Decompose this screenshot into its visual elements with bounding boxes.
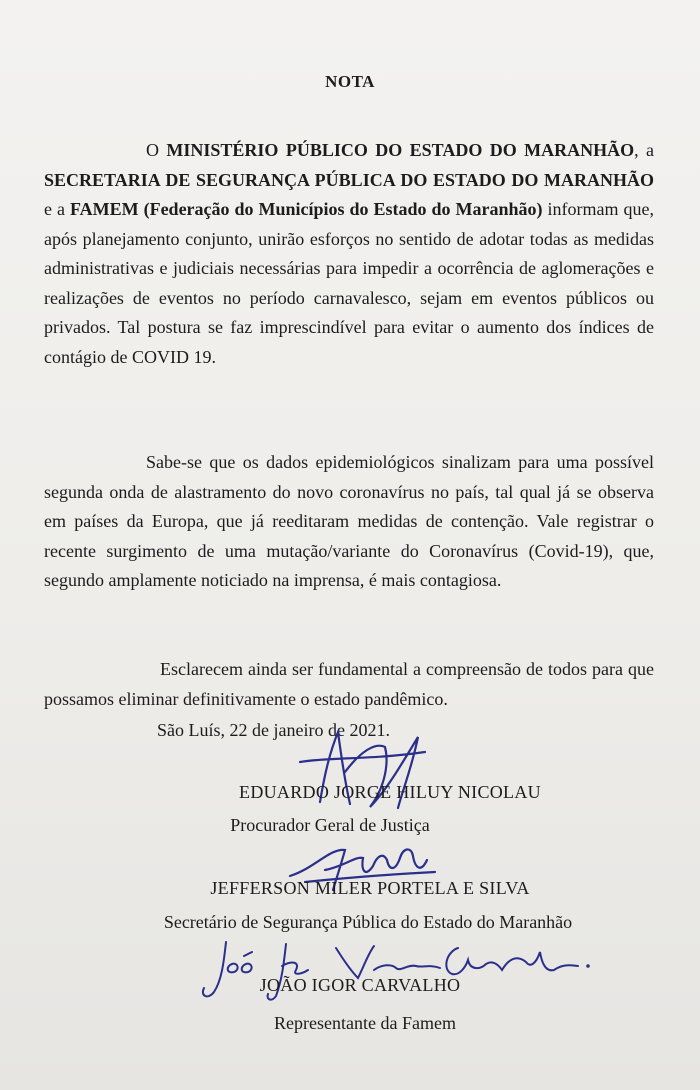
document-title: NOTA [325,72,375,91]
signatory-2-role: Secretário de Segurança Pública do Estado do Maranhão [163,912,573,932]
signature-3-handwriting [196,930,596,1010]
signatory-1-name: EDUARDO JORGE HILUY NICOLAU [239,782,541,802]
p1-text-2: , a [634,140,654,160]
paragraph-2: Sabe-se que os dados epidemiológicos sinalizam para uma possível segunda onda de alastramento do novo coronavírus no país, tal qual já se observa em países da Europa, que já reeditaram medidas de contenção. Vale registrar o recente surgimento de uma mutação/variante do Coronavírus (Covid-19), que, segundo amplamente noticiado na imprensa, é mais contagiosa. [44,452,654,590]
signatory-1-role: Procurador Geral de Justiça [230,815,430,835]
signatory-3-name: JOÃO IGOR CARVALHO [259,975,461,995]
p1-text-4: informam que, após planejamento conjunto, unirão esforços no sentido de adotar todas as medidas administrativas e judiciais necessárias para impedir a ocorrência de aglomerações e realizações de eventos no período carnavalesco, sejam em eventos públicos ou privados. Tal postura se faz imprescindível para evitar o aumento dos índices de contágio de COVID 19. [44,199,654,367]
p1-text-1: O [146,140,167,160]
p1-bold-secretaria: SECRETARIA DE SEGURANÇA PÚBLICA DO ESTADO DO MARANHÃO [44,169,654,190]
p1-text-3: e a [44,199,70,219]
p1-bold-ministerio: MINISTÉRIO PÚBLICO DO ESTADO DO MARANHÃO [166,140,635,160]
paragraph-3: Esclarecem ainda ser fundamental a compreensão de todos para que possamos eliminar definitivamente o estado pandêmico. [44,659,654,709]
p1-bold-famem: FAMEM (Federação do Municípios do Estado do Maranhão) [69,199,543,219]
signatory-2-name: JEFFERSON MILER PORTELA E SILVA [210,878,530,898]
paragraph-1 [44,136,654,372]
signatory-3-role: Representante da Famem [274,1013,456,1033]
signature-1-scribble [290,712,440,822]
document-date: São Luís, 22 de janeiro de 2021. [157,720,390,740]
